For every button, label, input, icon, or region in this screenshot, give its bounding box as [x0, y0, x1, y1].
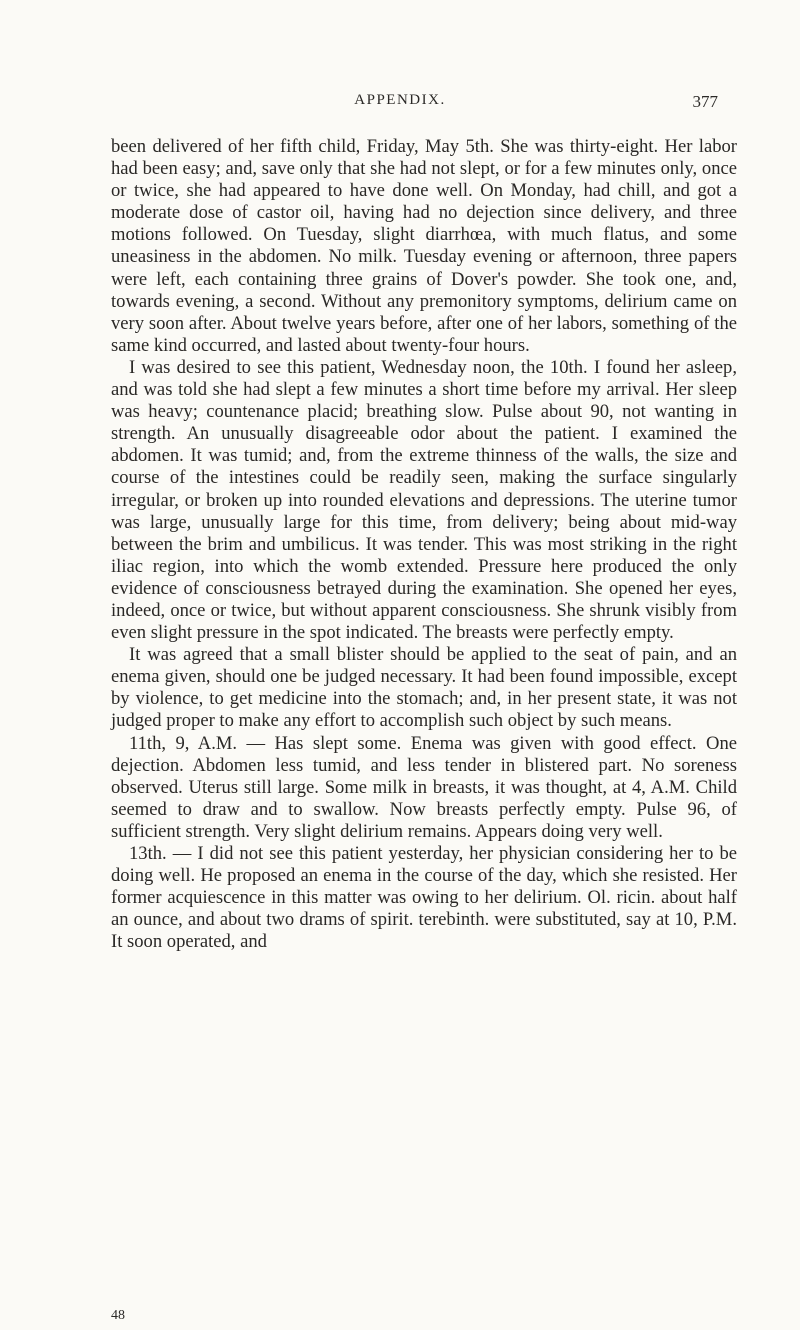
paragraph-5: 13th. — I did not see this patient yesterday, her physician considering her to be doing well. He proposed an enema in the course of the day, which she resisted. Her former acquiescence in this matter was owing to her delirium. Ol. ricin. about half an ounce, and about two drams of spirit. terebinth. were substituted, say at 10, P.M. It soon operated, and [111, 843, 737, 953]
paragraph-3: It was agreed that a small blister should be applied to the seat of pain, and an enema given, should one be judged necessary. It had been found impossible, except by violence, to get medicine into the stomach; and, in her present state, it was not judged proper to make any effort to accomplish such object by such means. [111, 644, 737, 732]
paragraph-1: been delivered of her fifth child, Friday, May 5th. She was thirty-eight. Her labor had been easy; and, save only that she had not slept, or for a few minutes only, once or twice, she had appeared to have done well. On Monday, had chill, and got a moderate dose of castor oil, having had no dejection since delivery, and three motions followed. On Tuesday, slight diarrhœa, with much flatus, and some uneasiness in the abdomen. No milk. Tuesday evening or afternoon, three papers were left, each containing three grains of Dover's powder. She took one, and, towards evening, a second. Without any premonitory symptoms, delirium came on very soon after. About twelve years before, after one of her labors, something of the same kind occurred, and lasted about twenty-four hours. [111, 136, 737, 356]
signature-mark: 48 [111, 1308, 125, 1323]
body-text [111, 136, 737, 953]
paragraph-4: 11th, 9, A.M. — Has slept some. Enema was given with good effect. One dejection. Abdomen less tumid, and less tender in blistered part. No soreness observed. Uterus still large. Some milk in breasts, it was thought, at 4, A.M. Child seemed to draw and to swallow. Now breasts perfectly empty. Pulse 96, of sufficient strength. Very slight delirium remains. Appears doing very well. [111, 732, 737, 842]
page-header [0, 92, 800, 114]
running-head: APPENDIX. [354, 92, 446, 108]
page-number: 377 [692, 92, 718, 111]
paragraph-2: I was desired to see this patient, Wednesday noon, the 10th. I found her asleep, and was told she had slept a few minutes a short time before my arrival. Her sleep was heavy; countenance placid; breathing slow. Pulse about 90, not wanting in strength. An unusually disagreeable odor about the patient. I examined the abdomen. It was tumid; and, from the extreme thinness of the walls, the size and course of the intestines could be readily seen, making the surface singularly irregular, or broken up into rounded elevations and depressions. The uterine tumor was large, unusually large for this time, from delivery; being about mid-way between the brim and umbilicus. It was tender. This was most striking in the right iliac region, into which the womb extended. Pressure here produced the only evidence of consciousness betrayed during the examination. She opened her eyes, indeed, once or twice, but without apparent consciousness. She shrunk visibly from even slight pressure in the spot indicated. The breasts were perfectly empty. [111, 356, 737, 644]
